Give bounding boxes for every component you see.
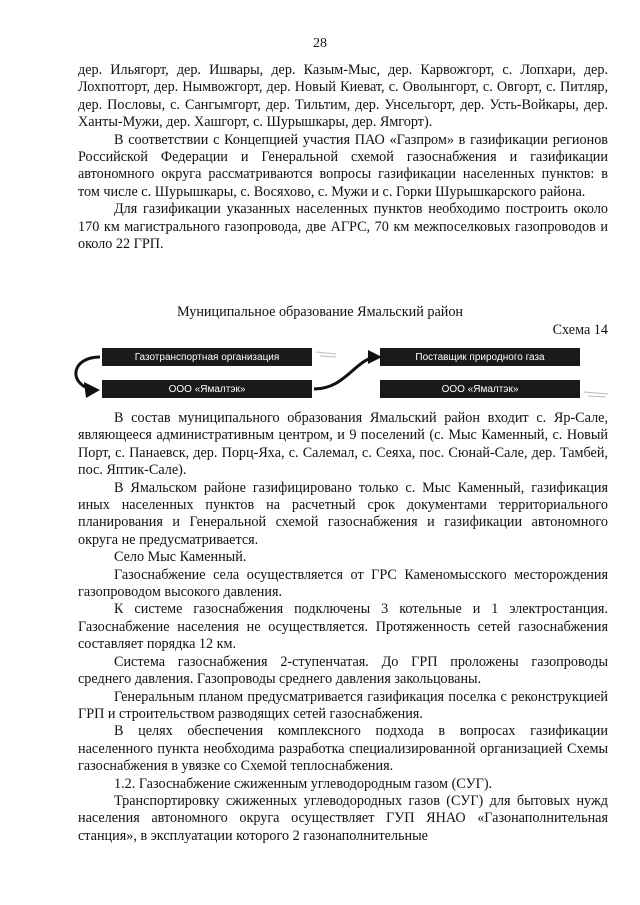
page-number: 28	[313, 36, 327, 51]
paragraph: Транспортировку сжиженных углеводородных газов (СУГ) для бытовых нужд населения автономного округа осуществляет ГУП ЯНАО «Газонаполнительная станция», в эксплуатации которого 2 газонаполнительные	[78, 792, 608, 844]
paragraph: 1.2. Газоснабжение сжиженным углеводородным газом (СУГ).	[114, 775, 493, 792]
transport-org-value: ООО «Ямалтэк»	[102, 380, 312, 398]
section-heading: Муниципальное образование Ямальский район	[176, 304, 464, 320]
paragraph: дер. Ильягорт, дер. Ишвары, дер. Казым-Мыс, дер. Карвожгорт, с. Лопхари, дер. Лохпотгорт, дер. Нымвожгорт, дер. Новый Киеват, с. Оволынгорт, с. Овгорт, с. Питляр, дер. Пословы, с. Сангымгорт, дер. Тильтим, дер. Унсельгорт, дер. Усть-Войкары, дер. Ханты-Мужи, дер. Хашгорт, с. Шурышкары, дер. Ямгорт).	[78, 62, 608, 131]
text-block-top	[78, 62, 608, 253]
paragraph: Для газификации указанных населенных пунктов необходимо построить около 170 км магистрального газопровода, две АГРС, 70 км межпоселковых газопроводов и около 22 ГРП.	[78, 201, 608, 253]
paragraph: Генеральным планом предусматривается газификация поселка с реконструкцией ГРП и строительством разводящих сетей газоснабжения.	[78, 688, 608, 722]
paragraph: К системе газоснабжения подключены 3 котельные и 1 электростанция. Газоснабжение населения не осуществляется. Протяженность сетей газоснабжения составляет порядка 12 км.	[78, 601, 608, 653]
paragraph: Система газоснабжения 2-ступенчатая. До ГРП проложены газопроводы среднего давления. Газопроводы среднего давления закольцованы.	[78, 653, 608, 688]
gas-supplier-value: ООО «Ямалтэк»	[380, 380, 580, 398]
gas-supplier-header: Поставщик природного газа	[380, 348, 580, 366]
text-block-bottom	[78, 410, 608, 845]
paragraph: В целях обеспечения комплексного подхода в вопросах газификации населенного пункта необходима разработка специализированной организацией Схемы газоснабжения в увязке со Схемой теплоснабжения.	[78, 723, 608, 775]
scheme-label: Схема 14	[552, 322, 608, 338]
left-arrowhead	[84, 382, 100, 398]
paragraph: В состав муниципального образования Ямальский район входит с. Яр-Сале, являющееся административным центром, и 9 поселений (с. Мыс Каменный, с. Новый Порт, с. Панаевск, дер. Порц-Яха, с. Салемал, с. Сеяха, пос. Сюнай-Сале, дер. Тамбей, пос. Яптик-Сале).	[78, 410, 608, 479]
paragraph: В Ямальском районе газифицировано только с. Мыс Каменный, газификация иных населенных пунктов на расчетный срок документами территориального планирования и Генеральной схемой газоснабжения и газификации автономного округа не предусматривается.	[78, 479, 608, 548]
faint-mark	[584, 392, 608, 397]
faint-mark	[316, 352, 336, 357]
middle-curved-arrow	[314, 357, 374, 389]
transport-org-header: Газотранспортная организация	[102, 348, 312, 366]
gas-supply-scheme	[64, 342, 624, 410]
paragraph: Газоснабжение села осуществляется от ГРС Каменомысского месторождения газопроводом высокого давления.	[78, 566, 608, 601]
paragraph: Село Мыс Каменный.	[114, 549, 247, 566]
paragraph: В соответствии с Концепцией участия ПАО «Газпром» в газификации регионов Российской Федерации и Генеральной схемой газоснабжения и газификации автономного округа рассматриваются вопросы газификации населенных пунктов: в том числе с. Шурышкары, с. Восяхово, с. Мужи и с. Горки Шурышкарского района.	[78, 131, 608, 200]
